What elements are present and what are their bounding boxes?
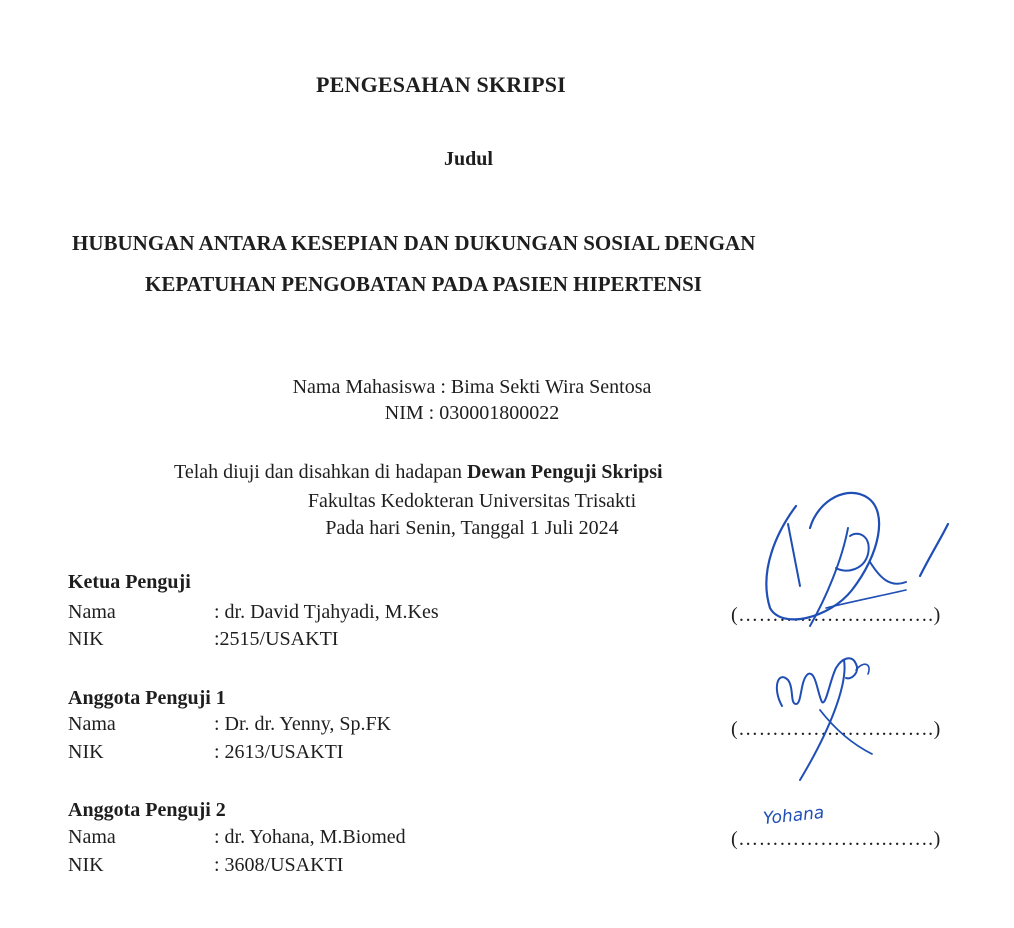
examiner-2-signature [760,640,900,790]
page-title: PENGESAHAN SKRIPSI [316,72,566,97]
approval-prefix: Telah diuji dan disahkan di hadapan [174,461,467,483]
examiner-3-name-label: Nama [68,826,116,848]
examiner-3-role: Anggota Penguji 2 [68,799,226,821]
student-nim: NIM : 030001800022 [384,402,560,424]
examiner-2-name-label: Nama [68,713,116,735]
examiner-2-name: : Dr. dr. Yenny, Sp.FK [214,713,392,735]
approval-line-2: Fakultas Kedokteran Universitas Trisakti [307,490,637,512]
student-name: Nama Mahasiswa : Bima Sekti Wira Sentosa [292,376,652,398]
examiner-1-name-label: Nama [68,601,116,623]
thesis-title-line-2: KEPATUHAN PENGOBATAN PADA PASIEN HIPERTENSI [145,272,702,296]
approval-line-1 [174,461,663,484]
examiner-2-signature-line: (………………….…….) [731,718,941,740]
examiner-2-role: Anggota Penguji 1 [68,687,226,709]
examiner-1-signature-line: (………………….…….) [731,604,941,626]
examiner-3-signature: Yohana [762,802,826,830]
examiner-2-nik: : 2613/USAKTI [214,741,344,763]
examiner-3-name: : dr. Yohana, M.Biomed [214,826,406,848]
examiner-1-nik: :2515/USAKTI [214,628,339,650]
examiner-1-name: : dr. David Tjahyadi, M.Kes [214,601,439,623]
examiner-3-nik: : 3608/USAKTI [214,854,344,876]
examiner-3-signature-line: (………………….…….) [731,828,941,850]
thesis-title-line-1: HUBUNGAN ANTARA KESEPIAN DAN DUKUNGAN SOSIAL DENGAN [72,231,756,255]
examiner-3-nik-label: NIK [68,854,104,876]
subtitle: Judul [444,148,493,170]
examiner-1-nik-label: NIK [68,628,104,650]
examiner-1-role: Ketua Penguji [68,571,191,593]
approval-board: Dewan Penguji Skripsi [466,461,663,483]
examiner-2-nik-label: NIK [68,741,104,763]
approval-line-3: Pada hari Senin, Tanggal 1 Juli 2024 [325,517,619,539]
examiner-1-signature [730,490,960,640]
